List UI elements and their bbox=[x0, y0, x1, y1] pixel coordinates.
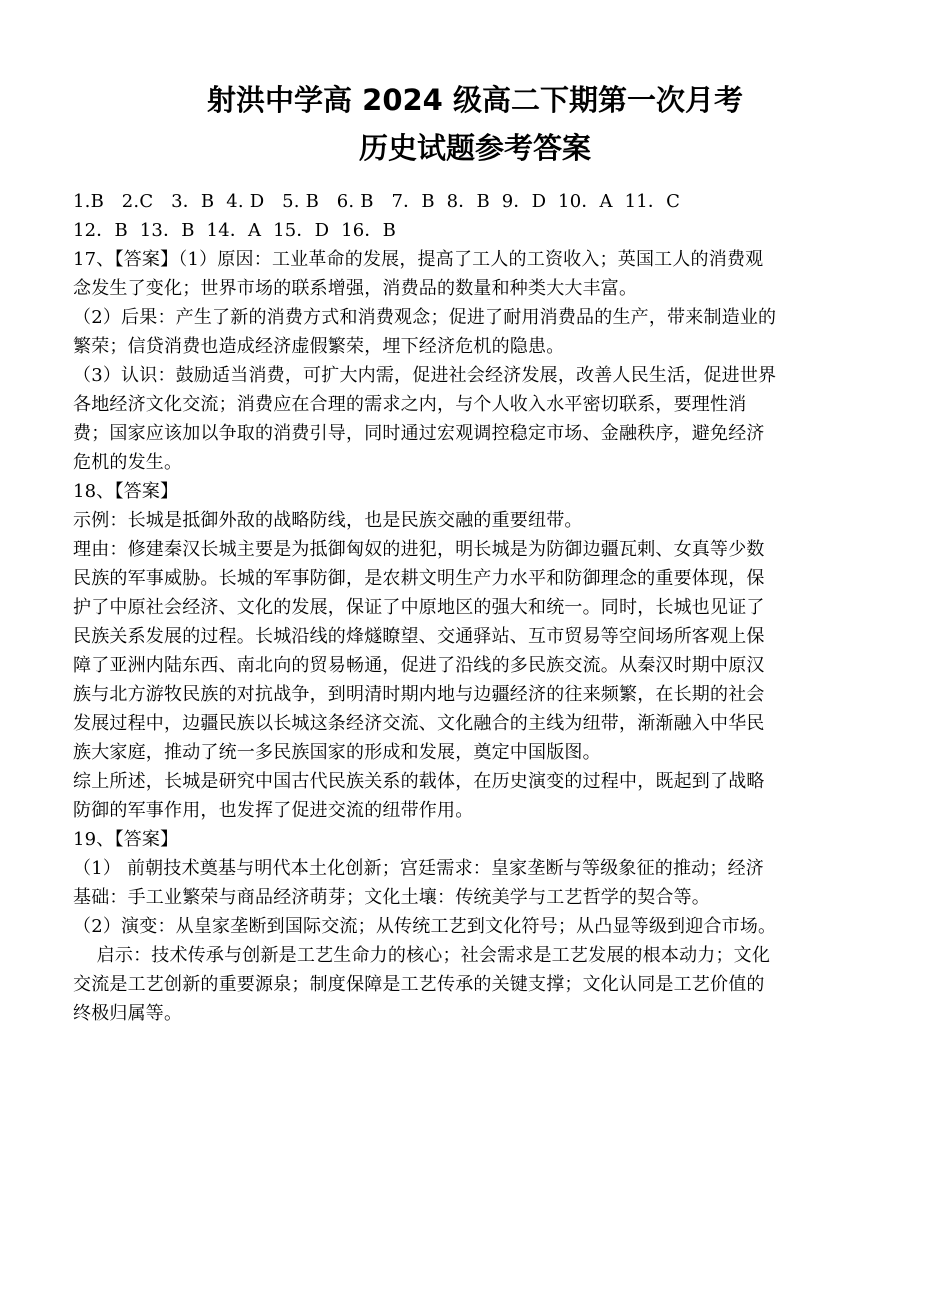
q18-answer-line: 民族的军事威胁。长城的军事防御，是农耕文明生产力水平和防御理念的重要体现，保 bbox=[73, 568, 765, 589]
q17-answer-line: 繁荣；信贷消费也造成经济虚假繁荣，埋下经济危机的隐患。 bbox=[73, 336, 565, 357]
q17-answer-line: 念发生了变化；世界市场的联系增强，消费品的数量和种类大大丰富。 bbox=[73, 278, 638, 299]
q19-answer-line: 启示：技术传承与创新是工艺生命力的核心；社会需求是工艺发展的根本动力；文化 bbox=[73, 945, 771, 966]
q18-answer-line: 发展过程中，边疆民族以长城这条经济交流、文化融合的主线为纽带，渐渐融入中华民 bbox=[73, 713, 765, 734]
q17-answer-line: （3）认识：鼓励适当消费，可扩大内需，促进社会经济发展，改善人民生活，促进世界 bbox=[73, 365, 777, 386]
q18-answer-line: 护了中原社会经济、文化的发展，保证了中原地区的强大和统一。同时，长城也见证了 bbox=[73, 597, 765, 618]
q17-answer-line: 17、【答案】（1）原因：工业革命的发展，提高了工人的工资收入；英国工人的消费观 bbox=[73, 249, 764, 270]
q19-answer-line: 终极归属等。 bbox=[73, 1003, 183, 1024]
answer-body bbox=[73, 187, 873, 1028]
q18-answer-line: 障了亚洲内陆东西、南北向的贸易畅通，促进了沿线的多民族交流。从秦汉时期中原汉 bbox=[73, 655, 765, 676]
q17-answer-line: 危机的发生。 bbox=[73, 452, 183, 473]
q18-answer-line: 民族关系发展的过程。长城沿线的烽燧瞭望、交通驿站、互市贸易等空间场所客观上保 bbox=[73, 626, 765, 647]
q19-answer-line: （1） 前朝技术奠基与明代本土化创新；宫廷需求：皇家垄断与等级象征的推动；经济 bbox=[73, 858, 764, 879]
q19-heading: 19、【答案】 bbox=[73, 829, 179, 850]
q17-answer-line: 各地经济文化交流；消费应在合理的需求之内，与个人收入水平密切联系，要理性消 bbox=[73, 394, 747, 415]
q18-answer-line: 理由：修建秦汉长城主要是为抵御匈奴的进犯，明长城是为防御边疆瓦剌、女真等少数 bbox=[73, 539, 765, 560]
q18-answer-line: 族大家庭，推动了统一多民族国家的形成和发展，奠定中国版图。 bbox=[73, 742, 601, 763]
page-subtitle: 历史试题参考答案 bbox=[358, 131, 591, 165]
q18-heading: 18、【答案】 bbox=[73, 481, 179, 502]
q17-answer-line: （2）后果：产生了新的消费方式和消费观念；促进了耐用消费品的生产，带来制造业的 bbox=[73, 307, 777, 328]
q19-answer-line: 交流是工艺创新的重要源泉；制度保障是工艺传承的关键支撑；文化认同是工艺价值的 bbox=[73, 974, 765, 995]
q18-answer-line: 族与北方游牧民族的对抗战争，到明清时期内地与边疆经济的往来频繁，在长期的社会 bbox=[73, 684, 765, 705]
q19-answer-line: 基础：手工业繁荣与商品经济萌芽；文化土壤：传统美学与工艺哲学的契合等。 bbox=[73, 887, 710, 908]
page-title: 射洪中学高 2024 级高二下期第一次月考 bbox=[207, 83, 743, 117]
q19-answer-line: （2）演变：从皇家垄断到国际交流；从传统工艺到文化符号；从凸显等级到迎合市场。 bbox=[73, 916, 777, 937]
q18-answer-line: 示例：长城是抵御外敌的战略防线，也是民族交融的重要纽带。 bbox=[73, 510, 583, 531]
choice-answers-line-2: 12．B 13．B 14．A 15．D 16．B bbox=[73, 220, 397, 241]
q18-answer-line: 综上所述，长城是研究中国古代民族关系的载体，在历史演变的过程中，既起到了战略 bbox=[73, 771, 765, 792]
q18-answer-line: 防御的军事作用，也发挥了促进交流的纽带作用。 bbox=[73, 800, 474, 821]
q17-answer-line: 费；国家应该加以争取的消费引导，同时通过宏观调控稳定市场、金融秩序，避免经济 bbox=[73, 423, 765, 444]
choice-answers-line-1: 1.B 2.C 3．B 4. D 5. B 6. B 7．B 8．B 9．D 10．A 11．C bbox=[73, 191, 681, 212]
